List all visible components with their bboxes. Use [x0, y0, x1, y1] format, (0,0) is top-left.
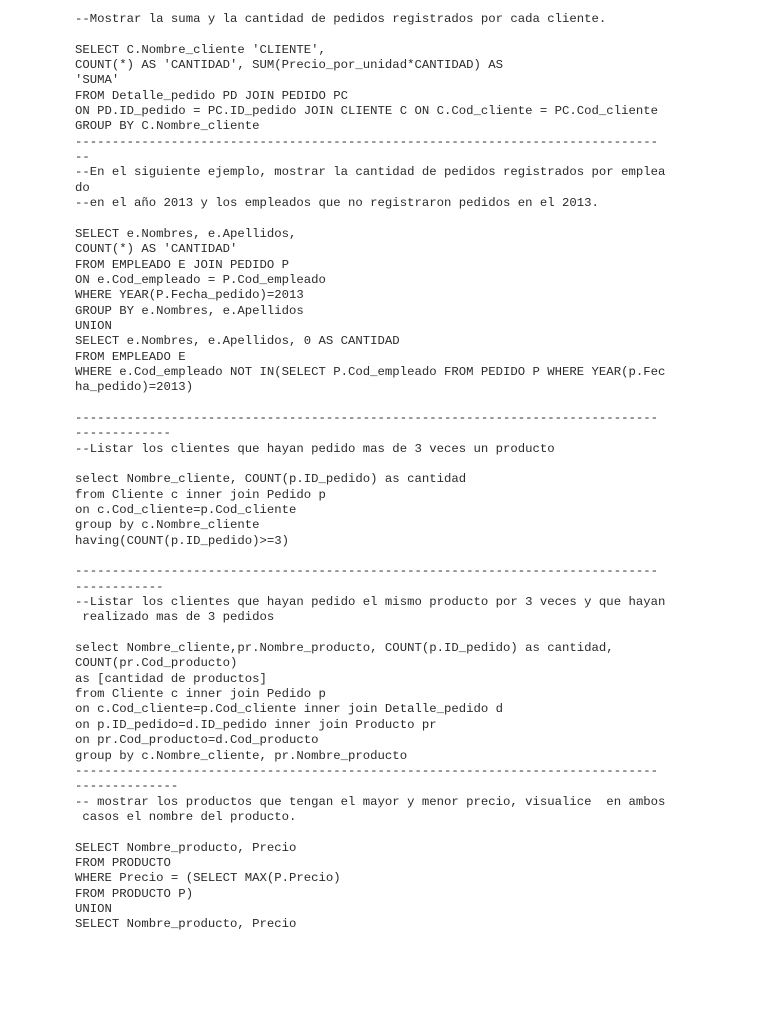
code-line: SELECT e.Nombres, e.Apellidos,	[75, 226, 297, 241]
code-line: GROUP BY C.Nombre_cliente	[75, 119, 260, 134]
code-line: GROUP BY e.Nombres, e.Apellidos	[75, 303, 304, 318]
code-line: do	[75, 180, 90, 195]
code-line: -------------	[75, 426, 171, 441]
code-line: ON PD.ID_pedido = PC.ID_pedido JOIN CLIENTE C ON C.Cod_cliente = PC.Cod_cliente	[75, 104, 658, 119]
code-line	[75, 825, 755, 840]
code-line: --Listar los clientes que hayan pedido el mismo producto por 3 veces y que hayan	[75, 595, 666, 610]
code-line: SELECT Nombre_producto, Precio	[75, 840, 297, 855]
code-line	[75, 211, 755, 226]
code-line: having(COUNT(p.ID_pedido)>=3)	[75, 533, 290, 548]
sql-code-block	[75, 12, 755, 933]
code-line: --En el siguiente ejemplo, mostrar la cantidad de pedidos registrados por emplea	[75, 165, 666, 180]
code-line: realizado mas de 3 pedidos	[75, 610, 275, 625]
code-line: UNION	[75, 901, 112, 916]
code-line: --	[75, 150, 90, 165]
code-line: group by c.Nombre_cliente, pr.Nombre_producto	[75, 748, 408, 763]
code-line: -- mostrar los productos que tengan el mayor y menor precio, visualice en ambos	[75, 794, 666, 809]
code-line: WHERE Precio = (SELECT MAX(P.Precio)	[75, 871, 341, 886]
code-line: --------------	[75, 779, 179, 794]
code-line: COUNT(*) AS 'CANTIDAD', SUM(Precio_por_unidad*CANTIDAD) AS	[75, 58, 504, 73]
code-line: SELECT e.Nombres, e.Apellidos, 0 AS CANTIDAD	[75, 334, 400, 349]
code-line: select Nombre_cliente,pr.Nombre_producto, COUNT(p.ID_pedido) as cantidad,	[75, 641, 614, 656]
code-line: on c.Cod_cliente=p.Cod_cliente	[75, 503, 297, 517]
code-line: select Nombre_cliente, COUNT(p.ID_pedido) as cantidad	[75, 472, 467, 487]
code-line: -------------------------------------------------------------------------------	[75, 410, 658, 425]
code-line: 'SUMA'	[75, 73, 120, 88]
code-line: group by c.Nombre_cliente	[75, 518, 260, 533]
code-line: on pr.Cod_producto=d.Cod_producto	[75, 733, 319, 748]
code-line: FROM Detalle_pedido PD JOIN PEDIDO PC	[75, 88, 349, 103]
code-line: ha_pedido)=2013)	[75, 380, 194, 395]
code-line: WHERE e.Cod_empleado NOT IN(SELECT P.Cod_empleado FROM PEDIDO P WHERE YEAR(p.Fec	[75, 364, 666, 379]
code-line: on c.Cod_cliente=p.Cod_cliente inner join Detalle_pedido d	[75, 702, 504, 717]
code-line: SELECT C.Nombre_cliente 'CLIENTE',	[75, 42, 326, 57]
code-line: FROM PRODUCTO	[75, 855, 171, 870]
code-line: COUNT(*) AS 'CANTIDAD'	[75, 242, 238, 257]
code-line: FROM EMPLEADO E	[75, 349, 186, 364]
code-line: from Cliente c inner join Pedido p	[75, 487, 326, 502]
code-line: -------------------------------------------------------------------------------	[75, 134, 658, 149]
code-line	[75, 27, 755, 42]
code-line: --en el año 2013 y los empleados que no registraron pedidos en el 2013.	[75, 196, 599, 211]
code-line	[75, 549, 755, 564]
code-line: casos el nombre del producto.	[75, 809, 297, 824]
code-line: COUNT(pr.Cod_producto)	[75, 656, 238, 671]
code-line: -------------------------------------------------------------------------------	[75, 763, 658, 778]
code-line: --Listar los clientes que hayan pedido mas de 3 veces un producto	[75, 441, 555, 456]
code-line	[75, 457, 755, 472]
code-line	[75, 396, 755, 411]
code-line	[75, 626, 755, 641]
code-line: ------------	[75, 579, 164, 594]
code-line: UNION	[75, 318, 112, 333]
code-line: from Cliente c inner join Pedido p	[75, 687, 326, 702]
code-line: -------------------------------------------------------------------------------	[75, 564, 658, 579]
code-line: ON e.Cod_empleado = P.Cod_empleado	[75, 272, 326, 287]
code-line: FROM PRODUCTO P)	[75, 886, 194, 901]
code-line: FROM EMPLEADO E JOIN PEDIDO P	[75, 257, 290, 272]
code-line: WHERE YEAR(P.Fecha_pedido)=2013	[75, 288, 304, 303]
code-line: SELECT Nombre_producto, Precio	[75, 917, 297, 932]
code-line: --Mostrar la suma y la cantidad de pedidos registrados por cada cliente.	[75, 12, 607, 26]
code-line: on p.ID_pedido=d.ID_pedido inner join Producto pr	[75, 717, 437, 732]
code-line: as [cantidad de productos]	[75, 671, 267, 686]
